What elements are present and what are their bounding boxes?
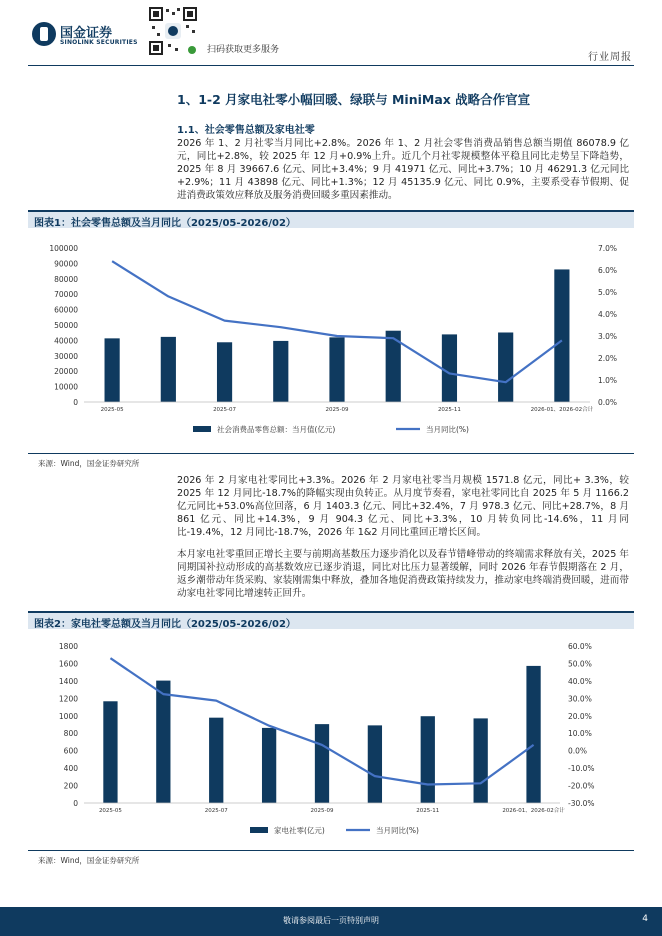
y-left-tick-label: 1000	[58, 711, 78, 721]
y-left-tick-label: 20000	[54, 367, 78, 377]
x-tick-label: 2026-01、2026-02合计	[530, 407, 594, 413]
figure-2-caption-bar	[28, 611, 634, 629]
y-right-tick-label: -10.0%	[568, 764, 595, 774]
y-right-tick-label: 6.0%	[598, 266, 618, 275]
figure-2-rule	[28, 850, 634, 851]
x-tick-label: 2025-05	[98, 808, 122, 814]
bar-2025-12	[498, 332, 513, 402]
x-tick-label: 2026-01、2026-02合计	[502, 808, 565, 814]
x-tick-label: 2025-07	[213, 407, 237, 413]
y-left-tick-label: 30000	[54, 351, 78, 361]
paragraph-retail-sales: 2026 年 1、2 月社零当月同比+2.8%。2026 年 1、2 月社会零售消费品销售总额当期值 86078.9 亿元，同比+2.8%，较 2025 年 12 月+0.9%上升。近几个月社零规模整体平稳且同比走势呈下降趋势，2025 年 8 月 39667.6 亿元、同比+3.4%；9 月 41971 亿元、同比+3.7%；10 月 46291.3 亿元同比+2.9%；11 月 43898 亿元、同比+1.3%；12 月 45135.9 亿元、同比 0.9%，主要系受春节假期、促进消费政策效应释放及服务消费回暖多重因素推动。	[177, 138, 629, 201]
y-right-tick-label: 2.0%	[598, 354, 618, 363]
figure-1-caption-bar	[28, 210, 634, 228]
y-right-tick-label: 5.0%	[598, 288, 618, 297]
y-right-tick-label: 4.0%	[598, 310, 618, 319]
bar-2025-10	[368, 725, 382, 803]
legend-label-bar: 社会消费品零售总额：当月值(亿元)	[217, 425, 336, 434]
chart-legend	[193, 424, 469, 434]
page-header	[0, 0, 662, 66]
brand-name-en: SINOLINK SECURITIES	[60, 39, 138, 46]
disclaimer-notice[interactable]: 敬请参阅最后一页特别声明	[283, 916, 379, 925]
y-left-tick-label: 1600	[58, 659, 78, 669]
y-left-tick-label: 100000	[49, 244, 78, 253]
y-right-tick-label: 1.0%	[598, 376, 618, 385]
legend-swatch-bar	[250, 827, 268, 833]
y-right-tick-label: 7.0%	[598, 244, 618, 253]
x-tick-label: 2025-05	[100, 407, 124, 413]
y-right-tick-label: 20.0%	[568, 711, 592, 721]
legend-label-bar: 家电社零(亿元)	[274, 826, 325, 835]
y-right-tick-label: 30.0%	[568, 694, 592, 704]
bar-2025-11	[421, 716, 435, 803]
y-right-tick-label: -30.0%	[568, 799, 595, 808]
figure-1-source: 来源：Wind，国金证券研究所	[38, 459, 140, 468]
section-title: 1、1-2 月家电社零小幅回暖、绿联与 MiniMax 战略合作官宣	[177, 92, 531, 107]
y-right-tick-label: 10.0%	[568, 729, 592, 739]
x-tick-label: 2025-09	[325, 407, 349, 413]
y-left-tick-label: 50000	[54, 321, 78, 330]
page-footer	[0, 907, 662, 936]
bar-2025-06	[156, 681, 170, 803]
x-tick-label: 2025-11	[437, 407, 461, 413]
y-right-tick-label: 50.0%	[568, 659, 592, 669]
bar-2025-09	[329, 337, 344, 402]
legend-label-line: 当月同比(%)	[426, 425, 469, 434]
brand-name-cn: 国金证券	[60, 26, 113, 41]
bar-2025-07	[217, 342, 232, 402]
brand-logo-mark	[32, 22, 56, 46]
y-left-tick-label: 0	[73, 799, 78, 808]
y-left-tick-label: 60000	[54, 305, 78, 315]
bar-2025-08	[262, 728, 276, 803]
bar-2025-08	[273, 341, 288, 402]
y-left-tick-label: 0	[73, 398, 78, 407]
brand-logo	[32, 22, 142, 52]
y-right-tick-label: 0.0%	[598, 398, 618, 407]
document-type: 行业周报	[588, 52, 632, 63]
y-right-tick-label: -20.0%	[568, 781, 595, 791]
y-right-tick-label: 3.0%	[598, 332, 618, 341]
y-left-tick-label: 600	[63, 746, 78, 756]
y-right-tick-label: 60.0%	[568, 642, 592, 651]
y-left-tick-label: 1200	[58, 694, 78, 704]
figure-2-title: 图表2：家电社零总额及当月同比（2025/05-2026/02）	[34, 619, 296, 630]
subsection-title: 1.1、社会零售总额及家电社零	[177, 125, 315, 136]
y-left-tick-label: 80000	[54, 274, 78, 284]
paragraph-appliance-analysis: 本月家电社零重回正增长主要与前期高基数压力逐步消化以及春节错峰带动的终端需求释放有关，2025 年同期国补拉动形成的高基数效应已逐步消退，同比对比压力显著缓解，同时 2026 年春节假期落在 2 月，返乡潮带动年货采购、家装刚需集中释放，叠加各地促消费政策持续发力，推动家电终端消费回暖，进而带动家电社零同比增速转正回升。	[177, 549, 629, 599]
y-right-tick-label: 40.0%	[568, 676, 592, 686]
y-left-tick-label: 90000	[54, 259, 78, 269]
figure-1-title: 图表1：社会零售总额及当月同比（2025/05-2026/02）	[34, 218, 296, 229]
legend-label-line: 当月同比(%)	[376, 826, 419, 835]
bar-2026-01、2026-02合计	[526, 666, 540, 803]
y-left-tick-label: 10000	[54, 382, 78, 392]
bar-2026-01、2026-02合计	[554, 269, 569, 402]
paragraph-appliance-sales: 2026 年 2 月家电社零同比+3.3%。2026 年 2 月家电社零当月规模 1571.8 亿元，同比+ 3.3%，较 2025 年 12 月同比-18.7%的降幅实现由负转正。从月度节奏看，家电社零同比自 2025 年 5 月 1166.2 亿元同比+53.0%高位回落，6 月 1403.3 亿元、同比+32.4%，7 月 978.3 亿元、同比+28.7%，8 月 861 亿元、同比+14.3%，9 月 904.3 亿元、同比+3.3%，10 月转负同比-14.6%，11 月同比-19.4%，12 月同比-18.7%，2026 年 1&2 月同比重回正增长区间。	[177, 475, 629, 538]
y-left-tick-label: 1400	[58, 676, 78, 686]
qr-code-icon[interactable]	[148, 6, 198, 56]
bar-2025-05	[105, 338, 120, 402]
bar-2025-12	[474, 718, 488, 803]
y-left-tick-label: 40000	[54, 336, 78, 346]
header-divider	[28, 65, 634, 66]
figure-1-rule	[28, 453, 634, 454]
bar-2025-06	[161, 337, 176, 402]
bar-2025-09	[315, 724, 329, 803]
y-left-tick-label: 400	[63, 764, 78, 774]
page-number: 4	[642, 914, 648, 924]
x-tick-label: 2025-09	[310, 808, 334, 814]
chart-legend	[250, 825, 419, 835]
x-tick-label: 2025-11	[416, 808, 440, 814]
bar-2025-07	[209, 718, 223, 803]
y-left-tick-label: 800	[63, 729, 78, 739]
x-tick-label: 2025-07	[204, 808, 228, 814]
legend-swatch-bar	[193, 426, 211, 432]
scan-prompt: 扫码获取更多服务	[207, 45, 280, 55]
chart-appliance-sales	[28, 632, 634, 842]
figure-2-source: 来源：Wind，国金证券研究所	[38, 856, 140, 865]
y-right-tick-label: 0.0%	[568, 746, 588, 756]
bar-2025-11	[442, 334, 457, 402]
y-left-tick-label: 200	[63, 781, 78, 791]
chart-retail-sales	[28, 230, 634, 442]
bar-2025-05	[103, 701, 117, 803]
y-left-tick-label: 1800	[58, 642, 78, 651]
y-left-tick-label: 70000	[54, 290, 78, 300]
